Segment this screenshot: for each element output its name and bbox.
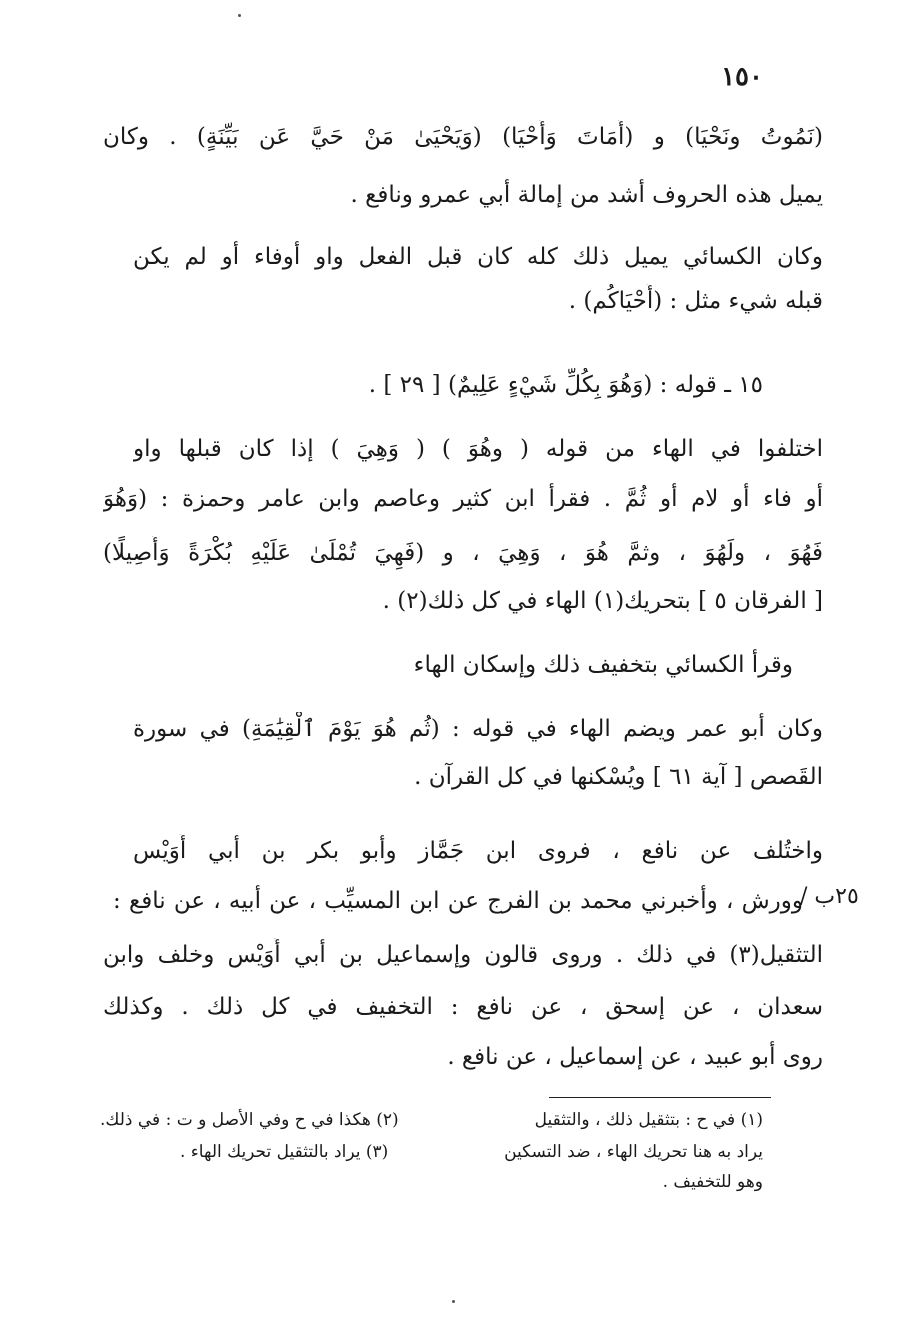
- text-line-3: وكان الكسائي يميل ذلك كله كان قبل الفعل واو أوفاء أو لم يكن: [133, 244, 823, 270]
- section-heading-15: ١٥ ـ قوله : (وَهُوَ بِكُلِّ شَيْءٍ عَلِيمٌ) [ ٢٩ ] .: [368, 372, 763, 398]
- scan-speck: [452, 1300, 455, 1303]
- text-line-14: وورش ، وأخبرني محمد بن الفرج عن ابن المسيِّب ، عن أبيه ، عن نافع :: [113, 888, 803, 914]
- text-line-15: التثقيل(٣) في ذلك . وروى قالون وإسماعيل بن أبي أُوَيْس وخلف وابن: [103, 942, 823, 968]
- footnote-3: (٣) يراد بالتثقيل تحريك الهاء .: [180, 1142, 389, 1162]
- margin-marker: ٢٥ب /: [800, 884, 859, 909]
- text-line-11: وكان أبو عمر ويضم الهاء في قوله : (ثُم هُوَ يَوْمَ ٱلْقِيَٰمَةِ) في سورة: [133, 716, 823, 742]
- text-line-13: واختُلف عن نافع ، فروى ابن جَمَّاز وأبو بكر بن أبي أُوَيْس: [133, 838, 823, 864]
- scan-speck: [238, 14, 241, 17]
- footnote-1-line-3: وهو للتخفيف .: [662, 1172, 763, 1192]
- text-line-8: فَهُوَ ، ولَهُوَ ، وثمَّ هُوَ ، وَهِيَ ، و (فَهِيَ تُمْلَىٰ عَلَيْهِ بُكْرَةً وَأَصِيلًا): [103, 540, 823, 566]
- page-number: ١٥٠: [721, 62, 763, 92]
- footnote-2: (٢) هكذا في ح وفي الأصل و ت : في ذلك.: [100, 1110, 399, 1130]
- text-line-10: وقرأ الكسائي بتخفيف ذلك وإسكان الهاء: [413, 652, 793, 678]
- text-line-6: اختلفوا في الهاء من قوله ( وهُوَ ) ( وَهِيَ ) إذا كان قبلها واو: [133, 436, 823, 462]
- text-line-17: روى أبو عبيد ، عن إسماعيل ، عن نافع .: [447, 1044, 823, 1070]
- text-line-1: (نَمُوتُ ونَحْيَا) و (أَمَاتَ وَأَحْيَا) (وَيَحْيَىٰ مَنْ حَيَّ عَن بَيِّنَةٍ) . وكان: [103, 124, 823, 150]
- text-line-16: سعدان ، عن إسحق ، عن نافع : التخفيف في كل ذلك . وكذلك: [103, 994, 823, 1020]
- text-line-2: يميل هذه الحروف أشد من إمالة أبي عمرو ونافع .: [350, 182, 823, 208]
- text-line-9: [ الفرقان ٥ ] بتحريك(١) الهاء في كل ذلك(٢) .: [382, 588, 823, 614]
- footnote-1-line-2: يراد به هنا تحريك الهاء ، ضد التسكين: [504, 1142, 763, 1162]
- footnote-1-line-1: (١) في ح : بتثقيل ذلك ، والتثقيل: [534, 1110, 763, 1130]
- text-line-4: قبله شيء مثل : (أَحْيَاكُم) .: [568, 288, 823, 314]
- footnote-separator: [549, 1097, 771, 1098]
- text-line-7: أو فاء أو لام أو ثُمَّ . فقرأ ابن كثير وعاصم وابن عامر وحمزة : (وَهُوَ: [103, 486, 823, 512]
- text-line-12: القَصص [ آية ٦١ ] ويُسْكنها في كل القرآن .: [414, 764, 823, 790]
